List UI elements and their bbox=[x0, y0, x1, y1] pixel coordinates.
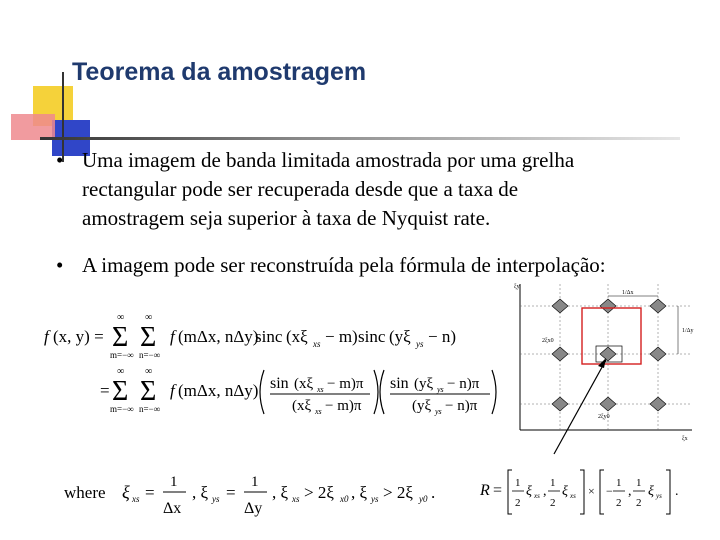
svg-text:(xξ: (xξ bbox=[286, 327, 308, 346]
svg-text:xs: xs bbox=[292, 494, 300, 504]
bullet-1-line-3: amostragem seja superior à taxa de Nyquist rate. bbox=[82, 206, 491, 230]
svg-text:=: = bbox=[226, 483, 236, 502]
svg-text:xs: xs bbox=[317, 385, 324, 394]
svg-text:xs: xs bbox=[534, 492, 540, 500]
svg-text:, ξ: , ξ bbox=[192, 483, 209, 502]
where-label: where bbox=[64, 483, 106, 502]
svg-text:ξ: ξ bbox=[562, 484, 568, 499]
svg-text:2: 2 bbox=[616, 497, 622, 509]
axis-y-label: ξy bbox=[514, 284, 520, 290]
svg-text:=: = bbox=[493, 482, 503, 499]
svg-text:f: f bbox=[170, 381, 175, 400]
svg-text:xs: xs bbox=[315, 407, 322, 416]
sum-upper: ∞ bbox=[117, 366, 125, 377]
svg-text:xs: xs bbox=[570, 492, 576, 500]
svg-text:(xξ: (xξ bbox=[292, 398, 312, 414]
svg-text:×: × bbox=[588, 484, 595, 498]
svg-text:2: 2 bbox=[550, 497, 556, 509]
bullet-2-line-1: A imagem pode ser reconstruída pela fórmula de interpolação: bbox=[82, 253, 606, 277]
svg-text:(mΔx, nΔy): (mΔx, nΔy) bbox=[178, 381, 259, 400]
svg-text:ξ: ξ bbox=[526, 484, 532, 499]
bottom-label: 2ξy0 bbox=[598, 414, 610, 420]
svg-text:− n): − n) bbox=[428, 327, 456, 346]
title-underline bbox=[40, 137, 680, 140]
sum-upper: ∞ bbox=[145, 312, 153, 323]
svg-text:1: 1 bbox=[550, 477, 556, 489]
top-dimension-label: 1/Δx bbox=[622, 290, 634, 296]
bullet-1-line-1: Uma imagem de banda limitada amostrada por uma grelha bbox=[82, 148, 575, 172]
pointer-arrowhead bbox=[598, 358, 606, 368]
svg-text:ξ: ξ bbox=[122, 482, 130, 502]
svg-text:(yξ: (yξ bbox=[389, 327, 411, 346]
svg-text:, ξ: , ξ bbox=[351, 483, 368, 502]
svg-text:f: f bbox=[170, 327, 175, 346]
sum-lower-n: n=−∞ bbox=[139, 350, 161, 360]
slide-title: Teorema da amostragem bbox=[72, 58, 367, 86]
svg-text:xs: xs bbox=[132, 494, 140, 504]
svg-text:− m): − m) bbox=[325, 327, 358, 346]
bullet-dot: • bbox=[56, 253, 64, 277]
svg-text:2: 2 bbox=[515, 497, 521, 509]
svg-text:R: R bbox=[480, 482, 490, 499]
svg-text:ξ: ξ bbox=[648, 484, 654, 499]
svg-text:=: = bbox=[100, 381, 110, 400]
sum-lower-n: n=−∞ bbox=[139, 404, 161, 414]
svg-text:x0: x0 bbox=[340, 494, 349, 504]
sampling-diagram bbox=[512, 280, 700, 455]
svg-text:(xξ: (xξ bbox=[294, 376, 314, 392]
svg-text:− m)π: − m)π bbox=[327, 376, 364, 392]
svg-text:− n)π: − n)π bbox=[447, 376, 480, 392]
sinc-label: sinc bbox=[358, 327, 386, 346]
bullet-dot: • bbox=[56, 148, 64, 172]
svg-text:.: . bbox=[675, 484, 679, 499]
svg-text:f: f bbox=[44, 327, 49, 346]
svg-text:(yξ: (yξ bbox=[414, 376, 434, 392]
svg-text:1: 1 bbox=[515, 477, 521, 489]
svg-text:− m)π: − m)π bbox=[325, 398, 362, 414]
svg-text:−: − bbox=[606, 484, 613, 498]
sum-lower-m: m=−∞ bbox=[110, 350, 134, 360]
sin-label: sin bbox=[270, 375, 289, 392]
svg-text:Σ: Σ bbox=[140, 322, 157, 353]
sin-label: sin bbox=[390, 375, 409, 392]
where-formula bbox=[60, 462, 460, 522]
svg-text:Σ: Σ bbox=[140, 376, 157, 407]
interpolation-formula bbox=[40, 308, 500, 418]
svg-text:> 2ξ: > 2ξ bbox=[383, 483, 413, 502]
svg-text:(mΔx, nΔy): (mΔx, nΔy) bbox=[178, 327, 259, 346]
svg-text:> 2ξ: > 2ξ bbox=[304, 483, 334, 502]
svg-text:2: 2 bbox=[636, 497, 642, 509]
svg-text:Δy: Δy bbox=[244, 500, 263, 517]
svg-text:(yξ: (yξ bbox=[412, 398, 432, 414]
svg-text:,: , bbox=[543, 484, 547, 499]
svg-text:1: 1 bbox=[636, 477, 642, 489]
sum-lower-m: m=−∞ bbox=[110, 404, 134, 414]
sum-upper: ∞ bbox=[145, 366, 153, 377]
svg-text:1: 1 bbox=[251, 474, 259, 490]
svg-text:Σ: Σ bbox=[112, 322, 129, 353]
side-dimension-label: 1/Δy bbox=[682, 328, 694, 334]
svg-text:=: = bbox=[145, 483, 155, 502]
svg-text:ys: ys bbox=[437, 385, 444, 394]
inner-label: 2ξx0 bbox=[542, 338, 554, 344]
svg-text:Σ: Σ bbox=[112, 376, 129, 407]
svg-text:Δx: Δx bbox=[163, 500, 182, 517]
svg-text:xs: xs bbox=[313, 339, 321, 349]
svg-text:− n)π: − n)π bbox=[445, 398, 478, 414]
svg-text:1: 1 bbox=[616, 477, 622, 489]
svg-text:, ξ: , ξ bbox=[272, 483, 289, 502]
svg-text:y0: y0 bbox=[419, 494, 428, 504]
svg-text:ys: ys bbox=[416, 339, 424, 349]
svg-text:,: , bbox=[628, 484, 632, 499]
bullet-1-line-2: rectangular pode ser recuperada desde que a taxa de bbox=[82, 177, 519, 201]
svg-text:(x, y) =: (x, y) = bbox=[53, 327, 104, 346]
sum-upper: ∞ bbox=[117, 312, 125, 323]
sinc-label: sinc bbox=[255, 327, 283, 346]
svg-text:1: 1 bbox=[170, 474, 178, 490]
svg-text:.: . bbox=[431, 483, 436, 502]
svg-text:ys: ys bbox=[371, 494, 379, 504]
svg-text:ys: ys bbox=[435, 407, 442, 416]
svg-text:ys: ys bbox=[656, 492, 662, 500]
sample-diamonds bbox=[552, 299, 666, 411]
r-formula bbox=[470, 462, 700, 520]
axis-x-label: ξx bbox=[682, 436, 688, 442]
svg-text:ys: ys bbox=[212, 494, 220, 504]
